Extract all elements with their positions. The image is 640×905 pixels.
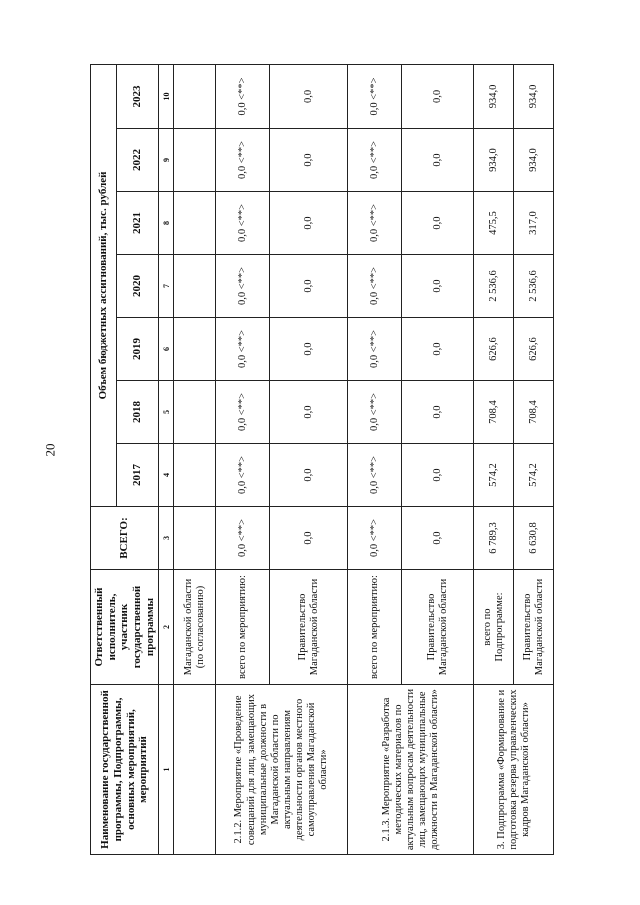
executor-cell: всего по мероприятию: bbox=[216, 570, 270, 685]
value-cell: 0,0 bbox=[270, 64, 348, 128]
value-cell: 0,0 <**> bbox=[216, 507, 270, 570]
col-number: 2 bbox=[159, 570, 174, 685]
year-header: 2017 bbox=[116, 444, 159, 507]
column-number-row bbox=[159, 64, 174, 854]
col2-header: Ответственный исполнитель, участник государственной программы bbox=[91, 570, 159, 685]
value-cell: 475,5 bbox=[474, 192, 514, 255]
value-cell: 0,0 bbox=[402, 255, 474, 318]
row-name-cell: 3. Подпрограмма «Формирование и подготовка резерва управленческих кадров Магаданской области» bbox=[474, 685, 554, 855]
value-cell: 0,0 <**> bbox=[216, 444, 270, 507]
executor-cell: Магаданской области (по согласованию) bbox=[174, 570, 216, 685]
value-cell: 2 536,6 bbox=[474, 255, 514, 318]
value-cell: 0,0 <**> bbox=[348, 129, 402, 192]
col-number: 3 bbox=[159, 507, 174, 570]
value-cell: 934,0 bbox=[514, 129, 554, 192]
year-header: 2021 bbox=[116, 192, 159, 255]
page-number-text: 20 bbox=[42, 443, 58, 457]
value-cell bbox=[174, 507, 216, 570]
year-header: 2019 bbox=[116, 318, 159, 381]
value-cell: 0,0 bbox=[270, 507, 348, 570]
value-cell: 0,0 <**> bbox=[216, 255, 270, 318]
value-cell: 574,2 bbox=[514, 444, 554, 507]
executor-cell: всего по Подпрограмме: bbox=[474, 570, 514, 685]
value-cell: 0,0 <**> bbox=[348, 381, 402, 444]
value-cell: 0,0 <**> bbox=[216, 318, 270, 381]
value-cell: 0,0 bbox=[270, 129, 348, 192]
col-number: 4 bbox=[159, 444, 174, 507]
value-cell: 0,0 bbox=[402, 64, 474, 128]
value-cell: 0,0 <**> bbox=[348, 444, 402, 507]
col-number: 9 bbox=[159, 129, 174, 192]
value-cell: 934,0 bbox=[474, 64, 514, 128]
value-cell: 0,0 bbox=[402, 129, 474, 192]
value-cell: 0,0 <**> bbox=[216, 129, 270, 192]
rotated-table-container bbox=[90, 65, 545, 855]
value-cell bbox=[174, 444, 216, 507]
value-cell: 0,0 <**> bbox=[348, 192, 402, 255]
col-number: 10 bbox=[159, 64, 174, 128]
value-cell: 0,0 <**> bbox=[216, 192, 270, 255]
budget-header: Объем бюджетных ассигнований, тыс. рублей bbox=[91, 64, 117, 506]
row-name-cell: 2.1.2. Мероприятие «Проведение совещаний для лиц, замещающих муниципальные должности в Магаданской области по актуальным направлениям деятельности органов местного самоуправления Магаданской области» bbox=[216, 685, 348, 855]
value-cell: 0,0 bbox=[402, 381, 474, 444]
value-cell: 0,0 <**> bbox=[348, 318, 402, 381]
header-row-1 bbox=[91, 64, 117, 854]
value-cell: 626,6 bbox=[474, 318, 514, 381]
col-number: 7 bbox=[159, 255, 174, 318]
value-cell bbox=[174, 381, 216, 444]
value-cell bbox=[174, 318, 216, 381]
value-cell: 6 630,8 bbox=[514, 507, 554, 570]
value-cell: 708,4 bbox=[514, 381, 554, 444]
value-cell bbox=[174, 64, 216, 128]
value-cell: 0,0 bbox=[402, 318, 474, 381]
value-cell: 0,0 <**> bbox=[348, 507, 402, 570]
executor-cell: Правительство Магаданской области bbox=[402, 570, 474, 685]
value-cell: 0,0 bbox=[270, 192, 348, 255]
value-cell: 0,0 bbox=[402, 444, 474, 507]
year-header: 2020 bbox=[116, 255, 159, 318]
value-cell: 0,0 bbox=[270, 255, 348, 318]
row-name-cell: 2.1.3. Мероприятие «Разработка методических материалов по актуальным вопросам деятельности лиц, замещающих муниципальные должности в Магаданской области» bbox=[348, 685, 474, 855]
value-cell bbox=[174, 192, 216, 255]
executor-cell: Правительство Магаданской области bbox=[514, 570, 554, 685]
value-cell: 0,0 bbox=[270, 381, 348, 444]
value-cell: 0,0 bbox=[270, 318, 348, 381]
value-cell: 626,6 bbox=[514, 318, 554, 381]
year-header: 2023 bbox=[116, 64, 159, 128]
value-cell: 934,0 bbox=[514, 64, 554, 128]
table-row bbox=[474, 64, 514, 854]
value-cell: 708,4 bbox=[474, 381, 514, 444]
value-cell bbox=[174, 255, 216, 318]
year-header: 2022 bbox=[116, 129, 159, 192]
value-cell: 0,0 <**> bbox=[216, 381, 270, 444]
value-cell: 0,0 <**> bbox=[348, 255, 402, 318]
value-cell: 6 789,3 bbox=[474, 507, 514, 570]
col-number: 8 bbox=[159, 192, 174, 255]
value-cell: 574,2 bbox=[474, 444, 514, 507]
col-number: 1 bbox=[159, 685, 174, 855]
table-row bbox=[348, 64, 402, 854]
value-cell: 0,0 <**> bbox=[216, 64, 270, 128]
table-row bbox=[216, 64, 270, 854]
executor-cell: всего по мероприятию: bbox=[348, 570, 402, 685]
table-row bbox=[174, 64, 216, 854]
value-cell bbox=[174, 129, 216, 192]
value-cell: 0,0 <**> bbox=[348, 64, 402, 128]
value-cell: 317,0 bbox=[514, 192, 554, 255]
value-cell: 0,0 bbox=[402, 507, 474, 570]
value-cell: 0,0 bbox=[270, 444, 348, 507]
col-number: 5 bbox=[159, 381, 174, 444]
col-number: 6 bbox=[159, 318, 174, 381]
value-cell: 2 536,6 bbox=[514, 255, 554, 318]
total-header: ВСЕГО: bbox=[91, 507, 159, 570]
budget-table bbox=[90, 64, 554, 855]
col1-header: Наименование государственной программы, Подпрограммы, основных мероприятий, мероприятий bbox=[91, 685, 159, 855]
row-name-cell bbox=[174, 685, 216, 855]
value-cell: 934,0 bbox=[474, 129, 514, 192]
executor-cell: Правительство Магаданской области bbox=[270, 570, 348, 685]
year-header: 2018 bbox=[116, 381, 159, 444]
value-cell: 0,0 bbox=[402, 192, 474, 255]
